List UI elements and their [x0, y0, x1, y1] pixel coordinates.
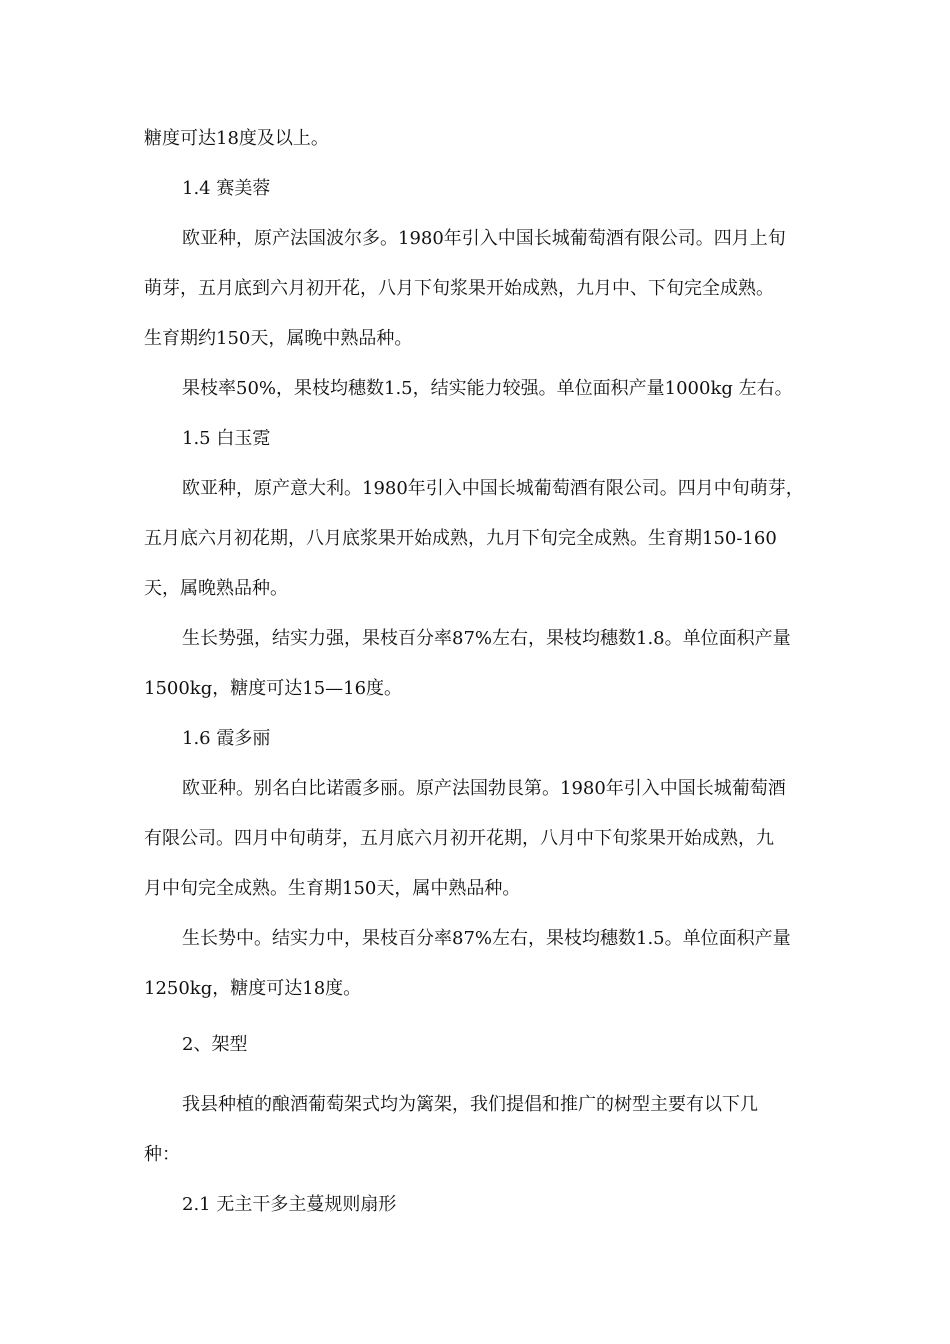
- text-line: 1250kg，糖度可达18度。: [144, 978, 362, 999]
- text-line: 生长势中。结实力中，果枝百分率87%左右，果枝均穗数1.5。单位面积产量: [182, 928, 791, 949]
- text-line: 生育期约150天，属晚中熟品种。: [144, 328, 413, 349]
- text-line: 糖度可达18度及以上。: [144, 128, 329, 149]
- text-line: 我县种植的酿酒葡萄架式均为篱架，我们提倡和推广的树型主要有以下几: [182, 1094, 758, 1115]
- section-heading: 2.1 无主干多主蔓规则扇形: [182, 1194, 397, 1215]
- text-line: 欧亚种，原产意大利。1980年引入中国长城葡萄酒有限公司。四月中旬萌芽，: [182, 478, 804, 499]
- text-line: 欧亚种。别名白比诺霞多丽。原产法国勃艮第。1980年引入中国长城葡萄酒: [182, 778, 786, 799]
- text-line: 五月底六月初花期，八月底浆果开始成熟，九月下旬完全成熟。生育期150-160: [144, 528, 777, 549]
- text-line: 果枝率50%，果枝均穗数1.5，结实能力较强。单位面积产量1000kg 左右。: [182, 378, 793, 399]
- section-heading: 2、架型: [182, 1034, 248, 1055]
- section-heading: 1.6 霞多丽: [182, 728, 271, 749]
- section-heading: 1.4 赛美蓉: [182, 178, 271, 199]
- text-line: 生长势强，结实力强，果枝百分率87%左右，果枝均穗数1.8。单位面积产量: [182, 628, 791, 649]
- text-line: 月中旬完全成熟。生育期150天，属中熟品种。: [144, 878, 521, 899]
- text-line: 1500kg，糖度可达15—16度。: [144, 678, 403, 699]
- text-line: 欧亚种，原产法国波尔多。1980年引入中国长城葡萄酒有限公司。四月上旬: [182, 228, 786, 249]
- section-heading: 1.5 白玉霓: [182, 428, 271, 449]
- text-line: 种：: [144, 1144, 180, 1165]
- text-line: 天，属晚熟品种。: [144, 578, 288, 599]
- text-line: 有限公司。四月中旬萌芽，五月底六月初开花期，八月中下旬浆果开始成熟，九: [144, 828, 774, 849]
- text-line: 萌芽，五月底到六月初开花，八月下旬浆果开始成熟，九月中、下旬完全成熟。: [144, 278, 774, 299]
